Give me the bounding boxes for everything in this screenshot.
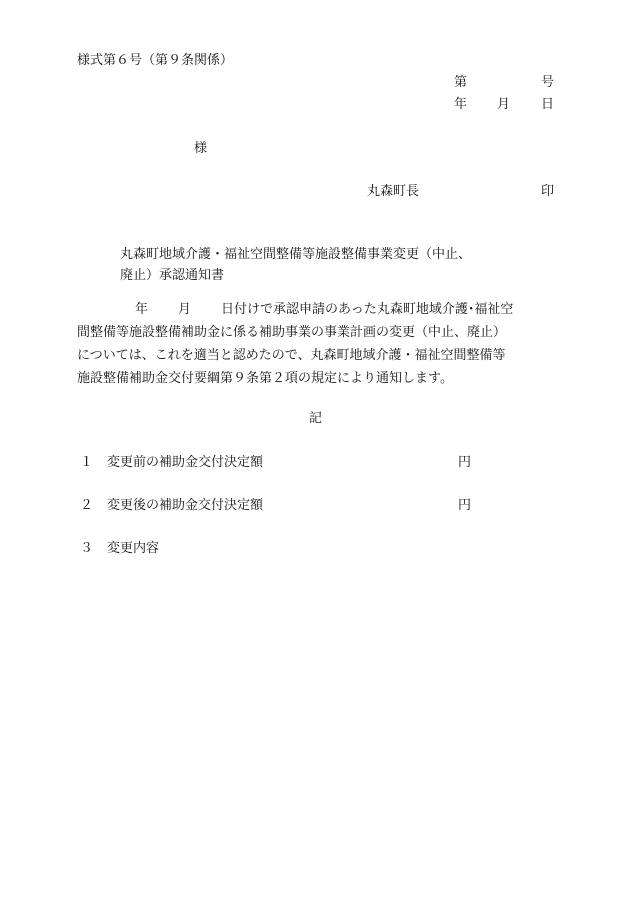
item-2-unit: 円: [458, 498, 472, 513]
item-2-label: 変更後の補助金交付決定額: [107, 498, 264, 513]
document-title-line-1: 丸森町地域介護・福祉空間整備等施設整備事業変更（中止、: [120, 247, 472, 262]
ki-heading: 記: [309, 411, 323, 426]
doc-number-go: 号: [541, 75, 555, 90]
body-month: 月: [178, 302, 192, 317]
seal-mark: 印: [541, 184, 555, 199]
date-day: 日: [541, 97, 555, 112]
body-line-2: 間整備等施設整備補助金に係る補助事業の事業計画の変更（中止、廃止）: [77, 325, 507, 340]
item-1-unit: 円: [458, 455, 472, 470]
doc-number-dai: 第: [454, 75, 468, 90]
date-month: 月: [497, 97, 511, 112]
item-1-label: 変更前の補助金交付決定額: [107, 455, 264, 470]
body-line-4: 施設整備補助金交付要綱第９条第２項の規定により通知します。: [77, 371, 453, 386]
body-line-1: [77, 298, 557, 321]
item-3-number: ３: [80, 541, 94, 556]
date-year: 年: [454, 97, 468, 112]
addressee-suffix: 様: [194, 141, 208, 156]
body-year: 年: [135, 302, 149, 317]
body-paragraph: [77, 298, 557, 390]
item-2-number: ２: [80, 498, 94, 513]
issuer-title: 丸森町長: [367, 184, 420, 199]
item-3-label: 変更内容: [107, 541, 160, 556]
form-number: 様式第６号（第９条関係）: [77, 53, 234, 68]
document-title-line-2: 廃止）承認通知書: [120, 268, 225, 283]
item-1-number: １: [80, 455, 94, 470]
body-line-3: については、これを適当と認めたので、丸森町地域介護・福祉空間整備等: [77, 348, 506, 363]
body-line-1-text: 日付けで承認申請のあった丸森町地域介護･福祉空: [221, 302, 514, 317]
